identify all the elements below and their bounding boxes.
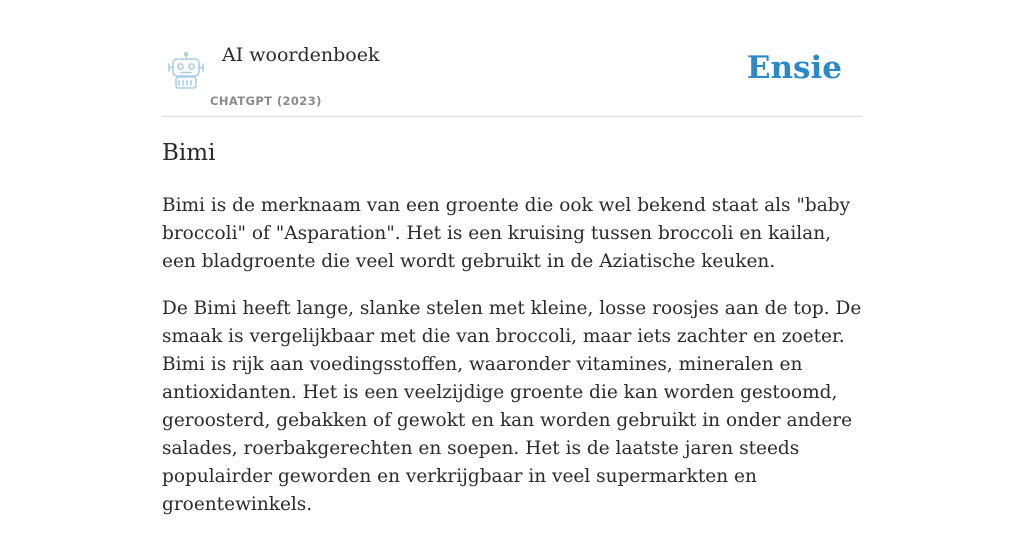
robot-icon	[166, 52, 206, 90]
source-title[interactable]: AI woordenboek	[222, 44, 380, 66]
brand-logo[interactable]: Ensie	[746, 50, 842, 86]
definition-paragraph: De Bimi heeft lange, slanke stelen met kleine, losse roosjes aan de top. De smaak is vergelijkbaar met die van broccoli, maar iets zachter en zoeter. Bimi is rijk aan voedingsstoffen, waaronder vitamines, mineralen en antioxidanten. Het is een veelzijdige groente die kan worden gestoomd, geroosterd, gebakken of gewokt en kan worden gebruikt in onder andere salades, roerbakgerechten en soepen. Het is de laatste jaren steeds populairder geworden en verkrijgbaar in veel supermarkten en groentewinkels.	[162, 298, 862, 515]
dictionary-entry-page	[162, 0, 862, 515]
entry-header	[162, 0, 862, 117]
source-meta: CHATGPT (2023)	[210, 94, 322, 108]
entry-term: Bimi	[162, 140, 216, 166]
definition-paragraph: Bimi is de merknaam van een groente die ook wel bekend staat als "baby broccoli" of "Asparation". Het is een kruising tussen broccoli en kailan, een bladgroente die veel wordt gebruikt in de Aziatische keuken.	[162, 195, 851, 272]
entry-definition	[162, 192, 862, 538]
